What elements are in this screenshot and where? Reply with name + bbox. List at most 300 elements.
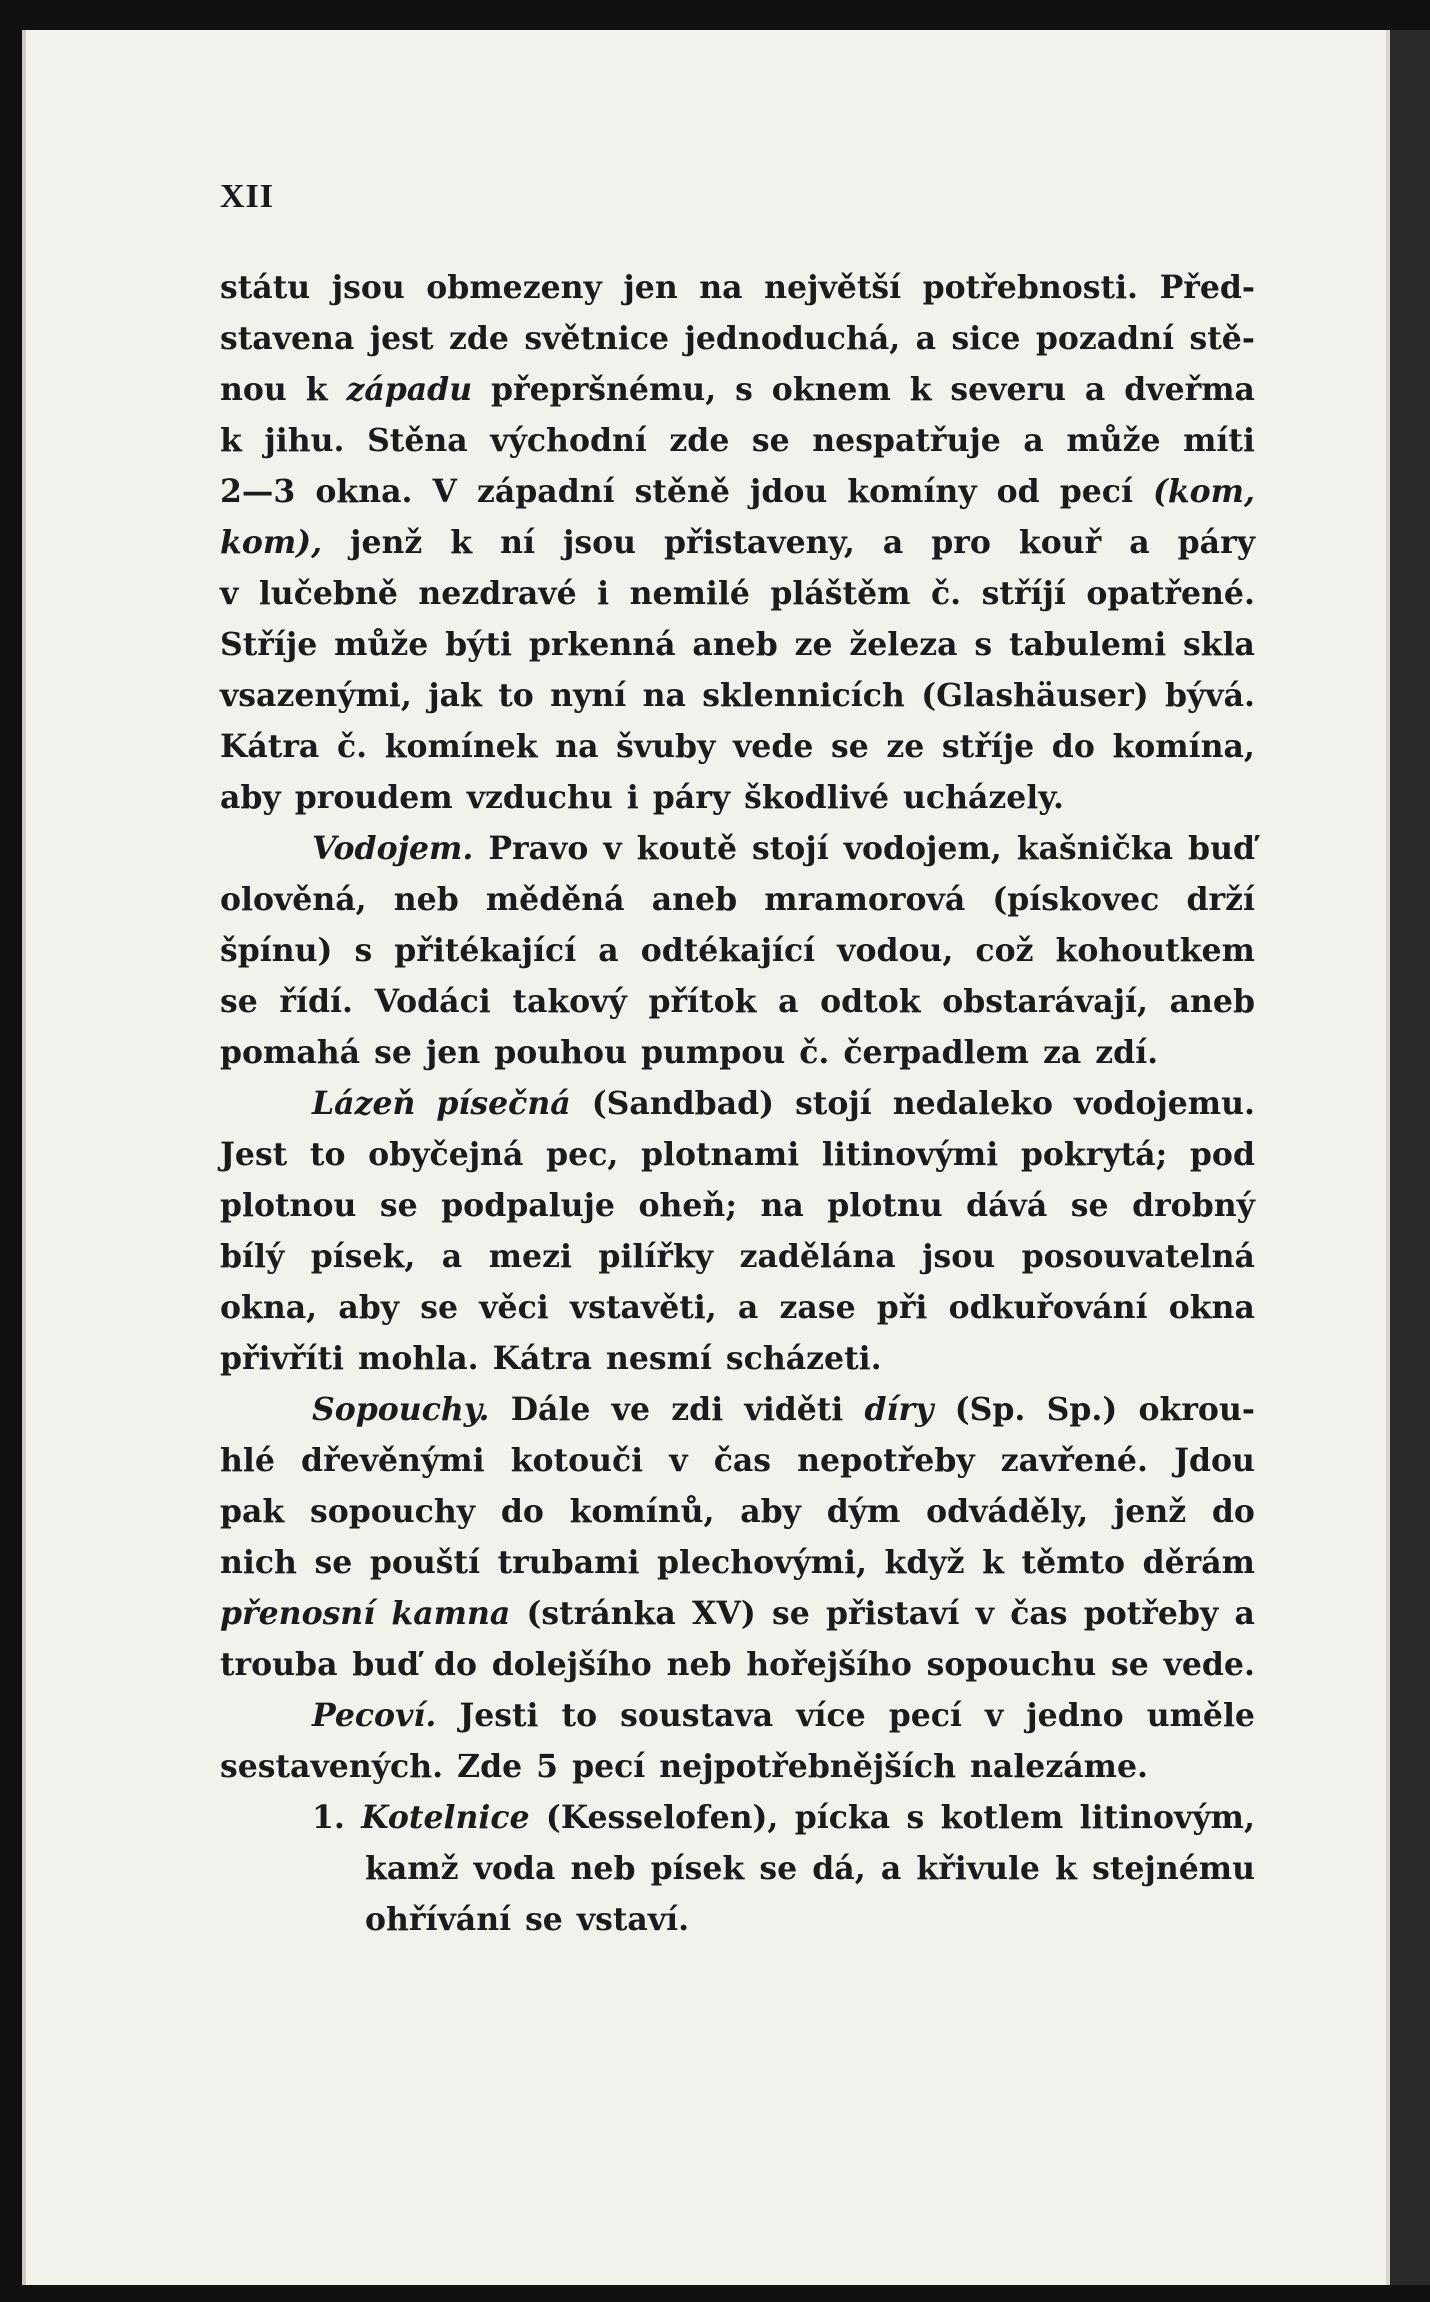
word: hlé [220,1442,275,1479]
word: jsou [922,1238,996,1275]
word: olověná, [220,881,367,918]
word: vodojemu. [1074,1085,1255,1122]
word: stejnému [1092,1850,1255,1887]
word: mezi [488,1238,572,1275]
text-line [220,1282,1255,1333]
word: trouba [220,1646,338,1683]
word: hořejšího [746,1646,912,1683]
word: posouvatelná [1021,1238,1255,1275]
word: na [699,269,743,306]
word: stříje [941,728,1035,765]
word: 1. [312,1799,345,1836]
word: se [420,1289,459,1326]
word: jak [428,677,482,714]
word: mohla. [357,1340,479,1377]
word: kašnička [1016,830,1174,867]
word: se [525,1901,563,1938]
word: Dále [510,1391,591,1428]
word: největší [764,269,902,306]
text-line [220,313,1255,364]
word: za [1042,1034,1082,1071]
word: nyní [550,677,627,714]
word: přenosní [220,1595,376,1632]
text-line [220,1078,1255,1129]
word: jihu. [264,422,345,459]
word: jsou [331,269,405,306]
word: skla [1183,626,1255,663]
word: pouští [369,1544,481,1581]
word: sice [951,320,1021,357]
word: se [759,1850,798,1887]
text-line [220,1741,1255,1792]
word: zavřené. [1000,1442,1148,1479]
word: východní [490,422,647,459]
word: pak [220,1493,285,1530]
text-line [220,1486,1255,1537]
word: zde [448,320,509,357]
word: soustava [620,1697,774,1734]
word: kotouči [510,1442,644,1479]
word: sestavených. [220,1748,444,1785]
word: lučebně [258,575,398,612]
word: Kotelnice [361,1799,530,1836]
word: více [796,1697,866,1734]
word: komínů, [569,1493,715,1530]
text-line [220,823,1255,874]
word: mramorová [764,881,966,918]
word: jednoduchá, [684,320,901,357]
word: Jdou [1174,1442,1255,1479]
word: Lázeň [312,1085,416,1122]
word: řídí. [279,983,353,1020]
word: nich [220,1544,297,1581]
word: buď [352,1646,420,1683]
word: ucházely. [902,779,1064,816]
word: komína, [1112,728,1255,765]
word: Sp.) [1046,1391,1118,1428]
word: a [441,1238,463,1275]
word: na [555,728,599,765]
word: se [1070,1187,1109,1224]
word: křivule [916,1850,1040,1887]
word: v [975,1595,994,1632]
word: neb [666,1646,732,1683]
word: čas [713,1442,772,1479]
word: pláštěm [770,575,911,612]
word: zde [669,422,730,459]
word: oknem [771,371,891,408]
word: se [314,1544,353,1581]
text-line [220,1894,1255,1945]
word: ze [794,626,833,663]
word: ní [500,524,535,561]
word: k [909,371,932,408]
text-line [220,1435,1255,1486]
word: okna [1168,1289,1255,1326]
word: přitékající [394,932,577,969]
word: plechovými, [656,1544,867,1581]
word: švuby [616,728,716,765]
word: obyčejná [368,1136,524,1173]
word: a [880,1850,902,1887]
word: pod [1189,1136,1255,1173]
word: při [876,1289,928,1326]
word: se [374,1034,412,1071]
text-line [220,976,1255,1027]
word: přistaveny, [664,524,855,561]
word: pro [931,524,991,561]
word: k [1055,1850,1077,1887]
word: páry [652,779,731,816]
word: písek [650,1850,745,1887]
word: k [982,1544,1004,1581]
word: pomahá [220,1034,361,1071]
word: (kom, [1152,473,1255,510]
word: aneb [651,881,738,918]
word: aneb [1169,983,1255,1020]
word: jsou [562,524,637,561]
word: nalezáme. [970,1748,1148,1785]
word: dolejšího [491,1646,652,1683]
word: Zde [457,1748,523,1785]
word: pilířky [598,1238,714,1275]
word: kamna [391,1595,511,1632]
word: odkuřování [948,1289,1148,1326]
word: č. [336,728,368,765]
word: dveřma [1124,371,1255,408]
word: ve [611,1391,651,1428]
word: proudem [294,779,453,816]
body-text [220,262,1255,1945]
word: sopouchu [926,1646,1097,1683]
text-line [220,1690,1255,1741]
word: přepršnému, [491,371,717,408]
word: aneb [692,626,778,663]
word: škodlivé [744,779,889,816]
word: měděná [485,881,625,918]
word: jen [425,1034,481,1071]
word: podpaluje [441,1187,615,1224]
scan-border [1390,30,1430,2285]
word: jdou [749,473,828,510]
word: okna. [315,473,413,510]
word: (Kesselofen), [545,1799,779,1836]
word: buď [1188,830,1255,867]
word: do [1051,728,1095,765]
word: a [778,983,799,1020]
word: od [996,473,1040,510]
word: drží [1186,881,1255,918]
word: vstaví. [576,1901,690,1938]
word: býti [445,626,512,663]
word: ze [886,728,925,765]
text-line [220,1537,1255,1588]
word: nejpotřebnějších [659,1748,956,1785]
word: a [1234,1595,1255,1632]
word: může [1066,422,1161,459]
word: západní [476,473,615,510]
word: a [1023,422,1044,459]
word: což [975,932,1034,969]
word: i [597,575,610,612]
word: do [500,1493,544,1530]
word: těmto [1021,1544,1126,1581]
text-line [220,1180,1255,1231]
word: potřeby [1083,1595,1219,1632]
word: v [220,575,239,612]
word: odtékající [640,932,816,969]
word: Vodáci [374,983,491,1020]
word: pecí [572,1748,646,1785]
word: nespatřuje [812,422,1001,459]
word: díry [864,1391,934,1428]
word: dá, [812,1850,866,1887]
word: vstavěti, [569,1289,717,1326]
word: plotnou [220,1187,357,1224]
text-line [220,466,1255,517]
text-line [220,1792,1255,1843]
word: jenž [1113,1493,1187,1530]
word: dřevěnými [301,1442,485,1479]
word: litinovým, [1079,1799,1255,1836]
word: na [642,677,686,714]
word: sklennicích [702,677,905,714]
word: kamž [365,1850,459,1887]
word: takový [512,983,627,1020]
word: míti [1183,422,1255,459]
word: se [1111,1646,1149,1683]
word: scházeti. [725,1340,882,1377]
word: v [603,830,622,867]
word: to [561,1697,598,1734]
word: nezdravé [418,575,577,612]
word: Sopouchy. [312,1391,490,1428]
word: a [882,524,904,561]
word: uměle [1146,1697,1255,1734]
word: stojí [795,1085,872,1122]
text-line [220,415,1255,466]
text-line [220,1588,1255,1639]
text-line [220,925,1255,976]
word: může [334,626,429,663]
word: bývá. [1164,677,1255,714]
word: Pravo [488,830,589,867]
word: přistaví [825,1595,960,1632]
word: Stěna [367,422,468,459]
word: komínek [384,728,538,765]
word: a [598,932,619,969]
word: zadělána [739,1238,896,1275]
text-line [220,1639,1255,1690]
word: nou [220,371,287,408]
word: zdi [671,1391,724,1428]
text-line [220,1027,1255,1078]
word: kohoutkem [1055,932,1255,969]
word: drobný [1132,1187,1255,1224]
word: aby [220,779,281,816]
word: čerpadlem [843,1034,1029,1071]
word: stříjí [981,575,1066,612]
word: do [1211,1493,1255,1530]
text-line [220,1384,1255,1435]
word: bílý [220,1238,285,1275]
word: (pískovec [992,881,1160,918]
word: vodou, [837,932,954,969]
text-line [220,772,1255,823]
word: vede. [1163,1646,1255,1683]
word: (Sandbad) [591,1085,775,1122]
word: se [379,1187,418,1224]
text-line [220,619,1255,670]
word: jedno [1026,1697,1124,1734]
word: nesmí [605,1340,712,1377]
word: když [884,1544,965,1581]
word: s [906,1799,925,1836]
word: XV) [691,1595,756,1632]
word: se [831,728,869,765]
word: i [626,779,639,816]
word: oheň; [638,1187,737,1224]
word: přítok [648,983,757,1020]
word: pícka [794,1799,891,1836]
word: č. [799,1034,830,1071]
word: se [751,422,790,459]
word: světnice [524,320,670,357]
word: se [771,1595,810,1632]
word: voda [473,1850,556,1887]
word: vodojem, [843,830,1002,867]
word: čas [1010,1595,1068,1632]
word: 5 [536,1748,559,1785]
word: písek, [310,1238,416,1275]
word: se [220,983,258,1020]
word: Před- [1159,269,1255,306]
word: pumpou [640,1034,786,1071]
word: Stříje [220,626,318,663]
word: V [432,473,457,510]
word: aby [338,1289,400,1326]
word: Jesti [459,1697,539,1734]
word: Kátra [220,728,320,765]
word: stojí [752,830,829,867]
word: nepotřeby [797,1442,975,1479]
word: pecí [888,1697,962,1734]
word: č. [930,575,962,612]
word: Jest [220,1136,288,1173]
word: odtok [820,983,921,1020]
word: do [433,1646,477,1683]
word: nedaleko [892,1085,1053,1122]
word: nemilé [629,575,750,612]
word: litinovými [821,1136,999,1173]
text-line [220,1231,1255,1282]
word: kom), [220,524,323,561]
word: a [1084,371,1106,408]
word: kotlem [940,1799,1064,1836]
word: okrou- [1138,1391,1255,1428]
page-number: XII [220,178,275,215]
word: na [760,1187,804,1224]
word: dává [966,1187,1048,1224]
word: stě- [1189,320,1255,357]
word: aby [740,1493,801,1530]
word: s [735,371,753,408]
word: k [220,422,242,459]
word: neb [393,881,459,918]
word: prkenná [528,626,676,663]
text-line [220,262,1255,313]
text-line [220,721,1255,772]
word: trubami [497,1544,640,1581]
word: potřebnosti. [922,269,1139,306]
word: pouhou [494,1034,627,1071]
word: viděti [744,1391,844,1428]
word: plotnu [827,1187,943,1224]
word: komíny [847,473,977,510]
word: stěně [634,473,730,510]
word: státu [220,269,311,306]
word: železa [849,626,958,663]
text-line [220,1843,1255,1894]
word: věci [479,1289,549,1326]
text-line [220,517,1255,568]
text-line [220,364,1255,415]
text-line [220,568,1255,619]
word: Vodojem. [312,830,474,867]
word: a [1129,524,1150,561]
word: Pecoví. [312,1697,437,1734]
word: zase [779,1289,856,1326]
word: vsazenými, [220,677,412,714]
word: dým [826,1493,901,1530]
word: (stránka [526,1595,676,1632]
word: to [309,1136,346,1173]
word: to [498,677,534,714]
word: tabulemi [1008,626,1167,663]
word: 2—3 [220,473,296,510]
word: páry [1177,524,1255,561]
word: s [354,932,373,969]
word: špínu) [220,932,333,969]
word: vzduchu [466,779,613,816]
word: jen [623,269,678,306]
word: obmezeny [426,269,602,306]
word: odváděly, [926,1493,1089,1530]
word: stavena [220,320,355,357]
word: (Sp. [954,1391,1026,1428]
word: zdí. [1095,1034,1159,1071]
word: v [669,1442,688,1479]
word: pecí [1059,473,1133,510]
word: kouř [1018,524,1102,561]
word: pokrytá; [1020,1136,1168,1173]
word: obstarávají, [942,983,1148,1020]
word: severu [950,371,1067,408]
text-line [220,874,1255,925]
word: přivříti [220,1340,344,1377]
word: k [450,524,473,561]
word: západu [346,371,473,408]
word: jenž [350,524,423,561]
word: pozadní [1035,320,1175,357]
text-line [220,1129,1255,1180]
word: Kátra [492,1340,592,1377]
word: plotnami [641,1136,800,1173]
word: písečná [436,1085,571,1122]
word: (Glashäuser) [921,677,1149,714]
text-line [220,1333,1255,1384]
word: a [915,320,937,357]
